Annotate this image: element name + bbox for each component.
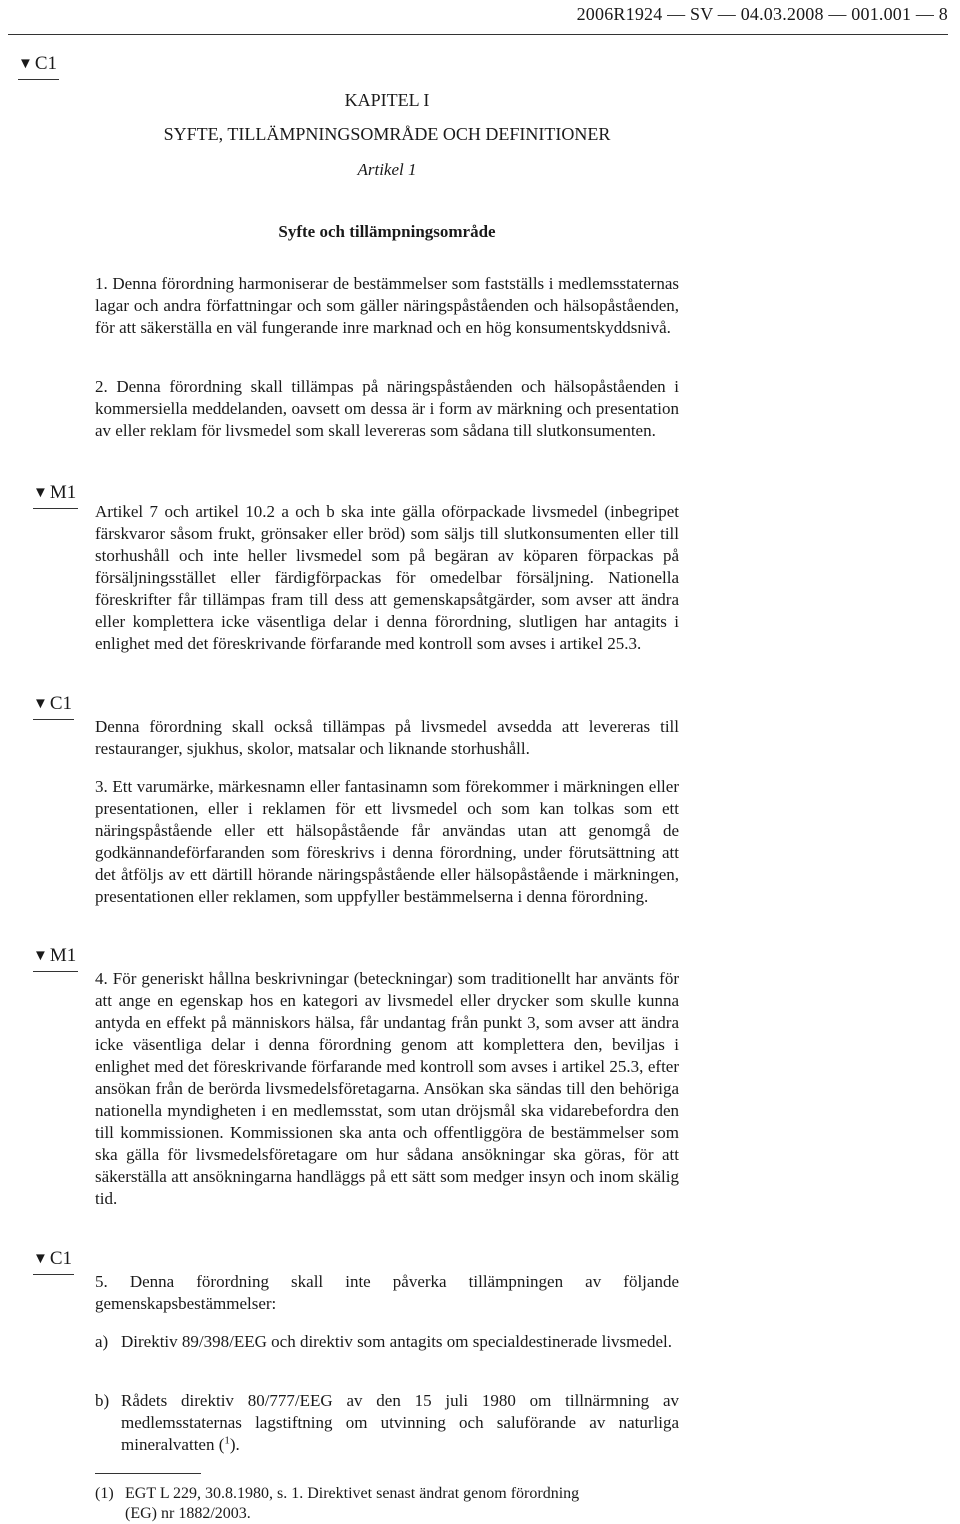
triangle-down-icon: ▼	[33, 948, 48, 964]
amendment-marker-m1	[33, 945, 76, 967]
marker-label: M1	[49, 945, 77, 966]
marker-label: C1	[49, 693, 73, 714]
footnote	[95, 1484, 679, 1524]
amendment-marker-c1	[33, 1248, 72, 1270]
chapter-subtitle: SYFTE, TILLÄMPNINGSOMRÅDE OCH DEFINITIONER	[163, 124, 611, 144]
list-item-b	[95, 1390, 679, 1456]
paragraph-2: 2. Denna förordning skall tillämpas på näringspåståenden och hälsopåståenden i kommersiella meddelanden, oavsett om dessa är i form av märkning och presentation av eller reklam för livsmedel som skall levereras som sådana till slutkonsumenten.	[95, 377, 679, 440]
list-item-a	[95, 1331, 679, 1353]
paragraph-2-subparagraph-3: Denna förordning skall också tillämpas på livsmedel avsedda att levereras till restauranger, sjukhus, skolor, matsalar och liknande storhushåll.	[95, 717, 679, 758]
marker-label: C1	[49, 1248, 73, 1269]
footnote-text-line-1: EGT L 229, 30.8.1980, s. 1. Direktivet senast ändrat genom förordning	[125, 1485, 580, 1502]
marker-label: M1	[49, 482, 77, 503]
header-rule	[8, 34, 948, 35]
list-label: a)	[95, 1332, 109, 1351]
triangle-down-icon: ▼	[33, 485, 48, 501]
amendment-marker-c1	[18, 53, 57, 75]
paragraph-2-subparagraph: Artikel 7 och artikel 10.2 a och b ska inte gälla oförpackade livsmedel (inbegripet färskvaror såsom frukt, grönsaker eller bröd) som säljs till slutkonsumenten eller till storhushåll och inte heller livsmedel som på begäran av köparen förpackas på försäljningsstället eller färdigförpackas för omedelbar försäljning. Nationella föreskrifter får tillämpas fram till dess att gemenskapsåtgärder, som avser att ändra eller komplettera icke väsentliga delar i denna förordning, slutligen har antagits i enlighet med det föreskrivande förfarande med kontroll som avses i artikel 25.3.	[95, 502, 679, 653]
chapter-title: KAPITEL I	[344, 90, 430, 110]
footnote-rule	[95, 1473, 201, 1474]
amendment-marker-c1	[33, 693, 72, 715]
amendment-marker-m1	[33, 482, 76, 504]
marker-label: C1	[34, 53, 58, 74]
page-header	[0, 4, 948, 25]
article-number: Artikel 1	[357, 160, 417, 179]
paragraph-3: 3. Ett varumärke, märkesnamn eller fantasinamn som förekommer i märkningen eller presentationen, eller i reklamen för ett livsmedel och som kan tolkas som ett näringspåstående eller ett hälsopåstående får användas utan att genomgå de godkännandeförfaranden som föreskrivs i denna förordning, under förutsättning att det åtföljs av ett därtill hörande näringspåstående eller hälsopåstående i märkningen, presentationen eller reklamen, som uppfyller bestämmelserna i denna förordning.	[95, 777, 679, 906]
triangle-down-icon: ▼	[33, 696, 48, 712]
paragraph-1: 1. Denna förordning harmoniserar de bestämmelser som fastställs i medlemsstaternas lagar och andra författningar och som gäller näringspåståenden och hälsopåståenden, för att säkerställa en väl fungerande inre marknad och en hög konsumentskyddsnivå.	[95, 274, 679, 337]
list-label: b)	[95, 1391, 110, 1410]
paragraph-4: 4. För generiskt hållna beskrivningar (beteckningar) som traditionellt har använts för att ange en egenskap hos en kategori av livsmedel eller drycker som skulle kunna antyda en effekt på människors hälsa, får undantag från punkt 3, som avser att ändra icke väsentliga delar i denna förordning genom att komplettera den, beviljas i enlighet med det föreskrivande förfarande med kontroll som avses i artikel 25.3, efter ansökan från de berörda livsmedelsföretagarna. Ansökan ska sändas till den behöriga nationella myndigheten i en medlemsstat, som utan dröjsmål ska vidarebefordra den till kommissionen. Kommissionen ska anta och offentliggöra de bestämmelser som ska gälla för livsmedelsföretagare om hur sådana ansökningar ska göras, för att säkerställa att ansökningarna handläggs på ett sätt som medger insyn och inom skälig tid.	[95, 969, 679, 1208]
list-text: Direktiv 89/398/EEG och direktiv som antagits om specialdestinerade livsmedel.	[121, 1332, 672, 1351]
document-reference: 2006R1924 — SV — 04.03.2008 — 001.001 — 8	[576, 4, 948, 24]
paragraph-5: 5. Denna förordning skall inte påverka tillämpningen av följande gemenskapsbestämmelser:	[95, 1272, 679, 1313]
footnote-number: (1)	[95, 1485, 114, 1502]
list-text: Rådets direktiv 80/777/EEG av den 15 juli 1980 om tillnärmning av medlemsstaternas lagstiftning om utvinning och saluförande av naturliga mineralvatten ($^1$).	[121, 1391, 679, 1454]
footnote-text-line-2: (EG) nr 1882/2003.	[125, 1505, 251, 1522]
triangle-down-icon: ▼	[18, 56, 33, 72]
triangle-down-icon: ▼	[33, 1251, 48, 1267]
article-title: Syfte och tillämpningsområde	[278, 222, 496, 241]
footnote-reference[interactable]: 1	[224, 1434, 230, 1447]
